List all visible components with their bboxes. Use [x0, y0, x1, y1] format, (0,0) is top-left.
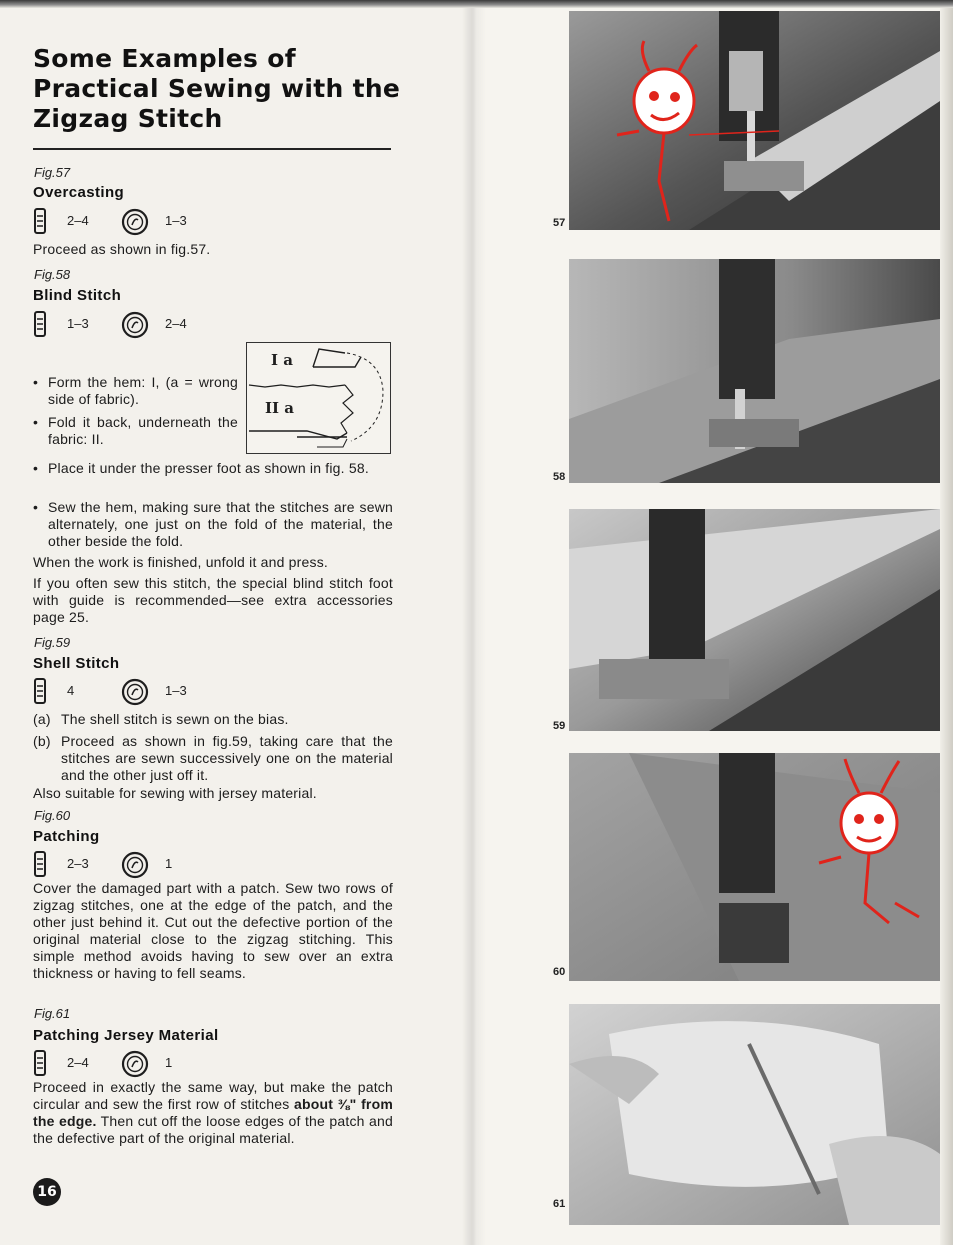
figure-58-number: 58: [553, 471, 566, 483]
figure-61-number: 61: [553, 1198, 566, 1210]
figure-58-photo: [569, 259, 940, 483]
blind-stitch-press-text: When the work is finished, unfold it and press.: [33, 554, 328, 570]
shell-stitch-settings: [33, 678, 233, 704]
width-value: 2–4: [67, 1055, 89, 1070]
blind-stitch-settings: [33, 311, 233, 337]
width-value: 4: [67, 683, 75, 698]
stitch-length-icon: [121, 851, 149, 879]
stitch-width-icon: [33, 678, 47, 704]
width-value: 2–4: [67, 213, 89, 228]
figure-57-photo: [569, 11, 940, 230]
fig-58-label: Fig.58: [34, 267, 71, 282]
length-value: 2–4: [165, 316, 187, 331]
shell-stitch-jersey-text: Also suitable for sewing with jersey material.: [33, 785, 317, 801]
fig-60-label: Fig.60: [34, 808, 71, 823]
figure-57-number: 57: [553, 217, 566, 229]
length-value: 1: [165, 856, 173, 871]
figure-60-photo: [569, 753, 940, 981]
stitch-length-icon: [121, 311, 149, 339]
width-value: 1–3: [67, 316, 89, 331]
figure-60-number: 60: [553, 966, 566, 978]
patching-heading: Patching: [33, 828, 100, 845]
fig-61-label: Fig.61: [34, 1006, 71, 1021]
length-value: 1: [165, 1055, 173, 1070]
hem-fold-diagram: [247, 343, 390, 453]
list-item: (a) The shell stitch is sewn on the bias.: [33, 711, 289, 727]
list-item: (b) Proceed as shown in fig.59, taking care that the stitches are sewn successively one on the material and the other just off it.: [33, 733, 393, 783]
patching-jersey-heading: Patching Jersey Material: [33, 1027, 219, 1044]
overcasting-settings: [33, 208, 233, 234]
stitch-width-icon: [33, 311, 47, 337]
title-rule: [33, 148, 391, 150]
stitch-width-icon: [33, 208, 47, 234]
length-value: 1–3: [165, 683, 187, 698]
length-value: 1–3: [165, 213, 187, 228]
stitch-length-icon: [121, 208, 149, 236]
patching-text: Cover the damaged part with a patch. Sew two rows of zigzag stitches, one at the edge of the patch, and the other just behind it. Cut out the defective portion of the original material close to the zigzag stitching. This simple method avoids having to sew over an extra thickness or having to fell seams.: [33, 880, 393, 981]
list-item: • Form the hem: I, (a = wrong side of fabric).: [33, 374, 238, 407]
figure-59-photo: [569, 509, 940, 731]
page-title: Some Examples of Practical Sewing with the Zigzag Stitch: [33, 44, 401, 133]
fig-57-label: Fig.57: [34, 165, 71, 180]
list-item: • Place it under the presser foot as shown in fig. 58.: [33, 460, 369, 476]
page-top-shadow: [0, 0, 953, 8]
list-item: • Sew the hem, making sure that the stitches are sewn alternately, one just on the fold of the material, the other beside the fold.: [33, 499, 393, 549]
stitch-length-icon: [121, 1050, 149, 1078]
patching-jersey-text: Proceed in exactly the same way, but make the patch circular and sew the first row of stitches about ⅜" from the edge. Then cut off the loose edges of the patch and the defective part of the original material.: [33, 1079, 393, 1146]
stitch-width-icon: [33, 1050, 47, 1076]
svg-text:I a: I a: [271, 351, 293, 369]
blind-stitch-foot-text: If you often sew this stitch, the special blind stitch foot with guide is recommended—see extra accessories page 25.: [33, 575, 393, 625]
book-gutter: [462, 8, 486, 1245]
page-edge: [940, 8, 953, 1245]
overcasting-text: Proceed as shown in fig.57.: [33, 241, 211, 257]
hem-diagram: [246, 342, 391, 454]
page-number: 16: [33, 1178, 61, 1206]
stitch-width-icon: [33, 851, 47, 877]
figure-61-photo: [569, 1004, 940, 1225]
figure-59-number: 59: [553, 720, 566, 732]
stitch-length-icon: [121, 678, 149, 706]
list-item: • Fold it back, underneath the fabric: II.: [33, 414, 238, 447]
fig-59-label: Fig.59: [34, 635, 71, 650]
patching-jersey-settings: [33, 1050, 233, 1076]
patching-settings: [33, 851, 233, 877]
shell-stitch-heading: Shell Stitch: [33, 655, 120, 672]
svg-text:II a: II a: [265, 399, 294, 417]
overcasting-heading: Overcasting: [33, 184, 125, 201]
width-value: 2–3: [67, 856, 89, 871]
blind-stitch-heading: Blind Stitch: [33, 287, 122, 304]
